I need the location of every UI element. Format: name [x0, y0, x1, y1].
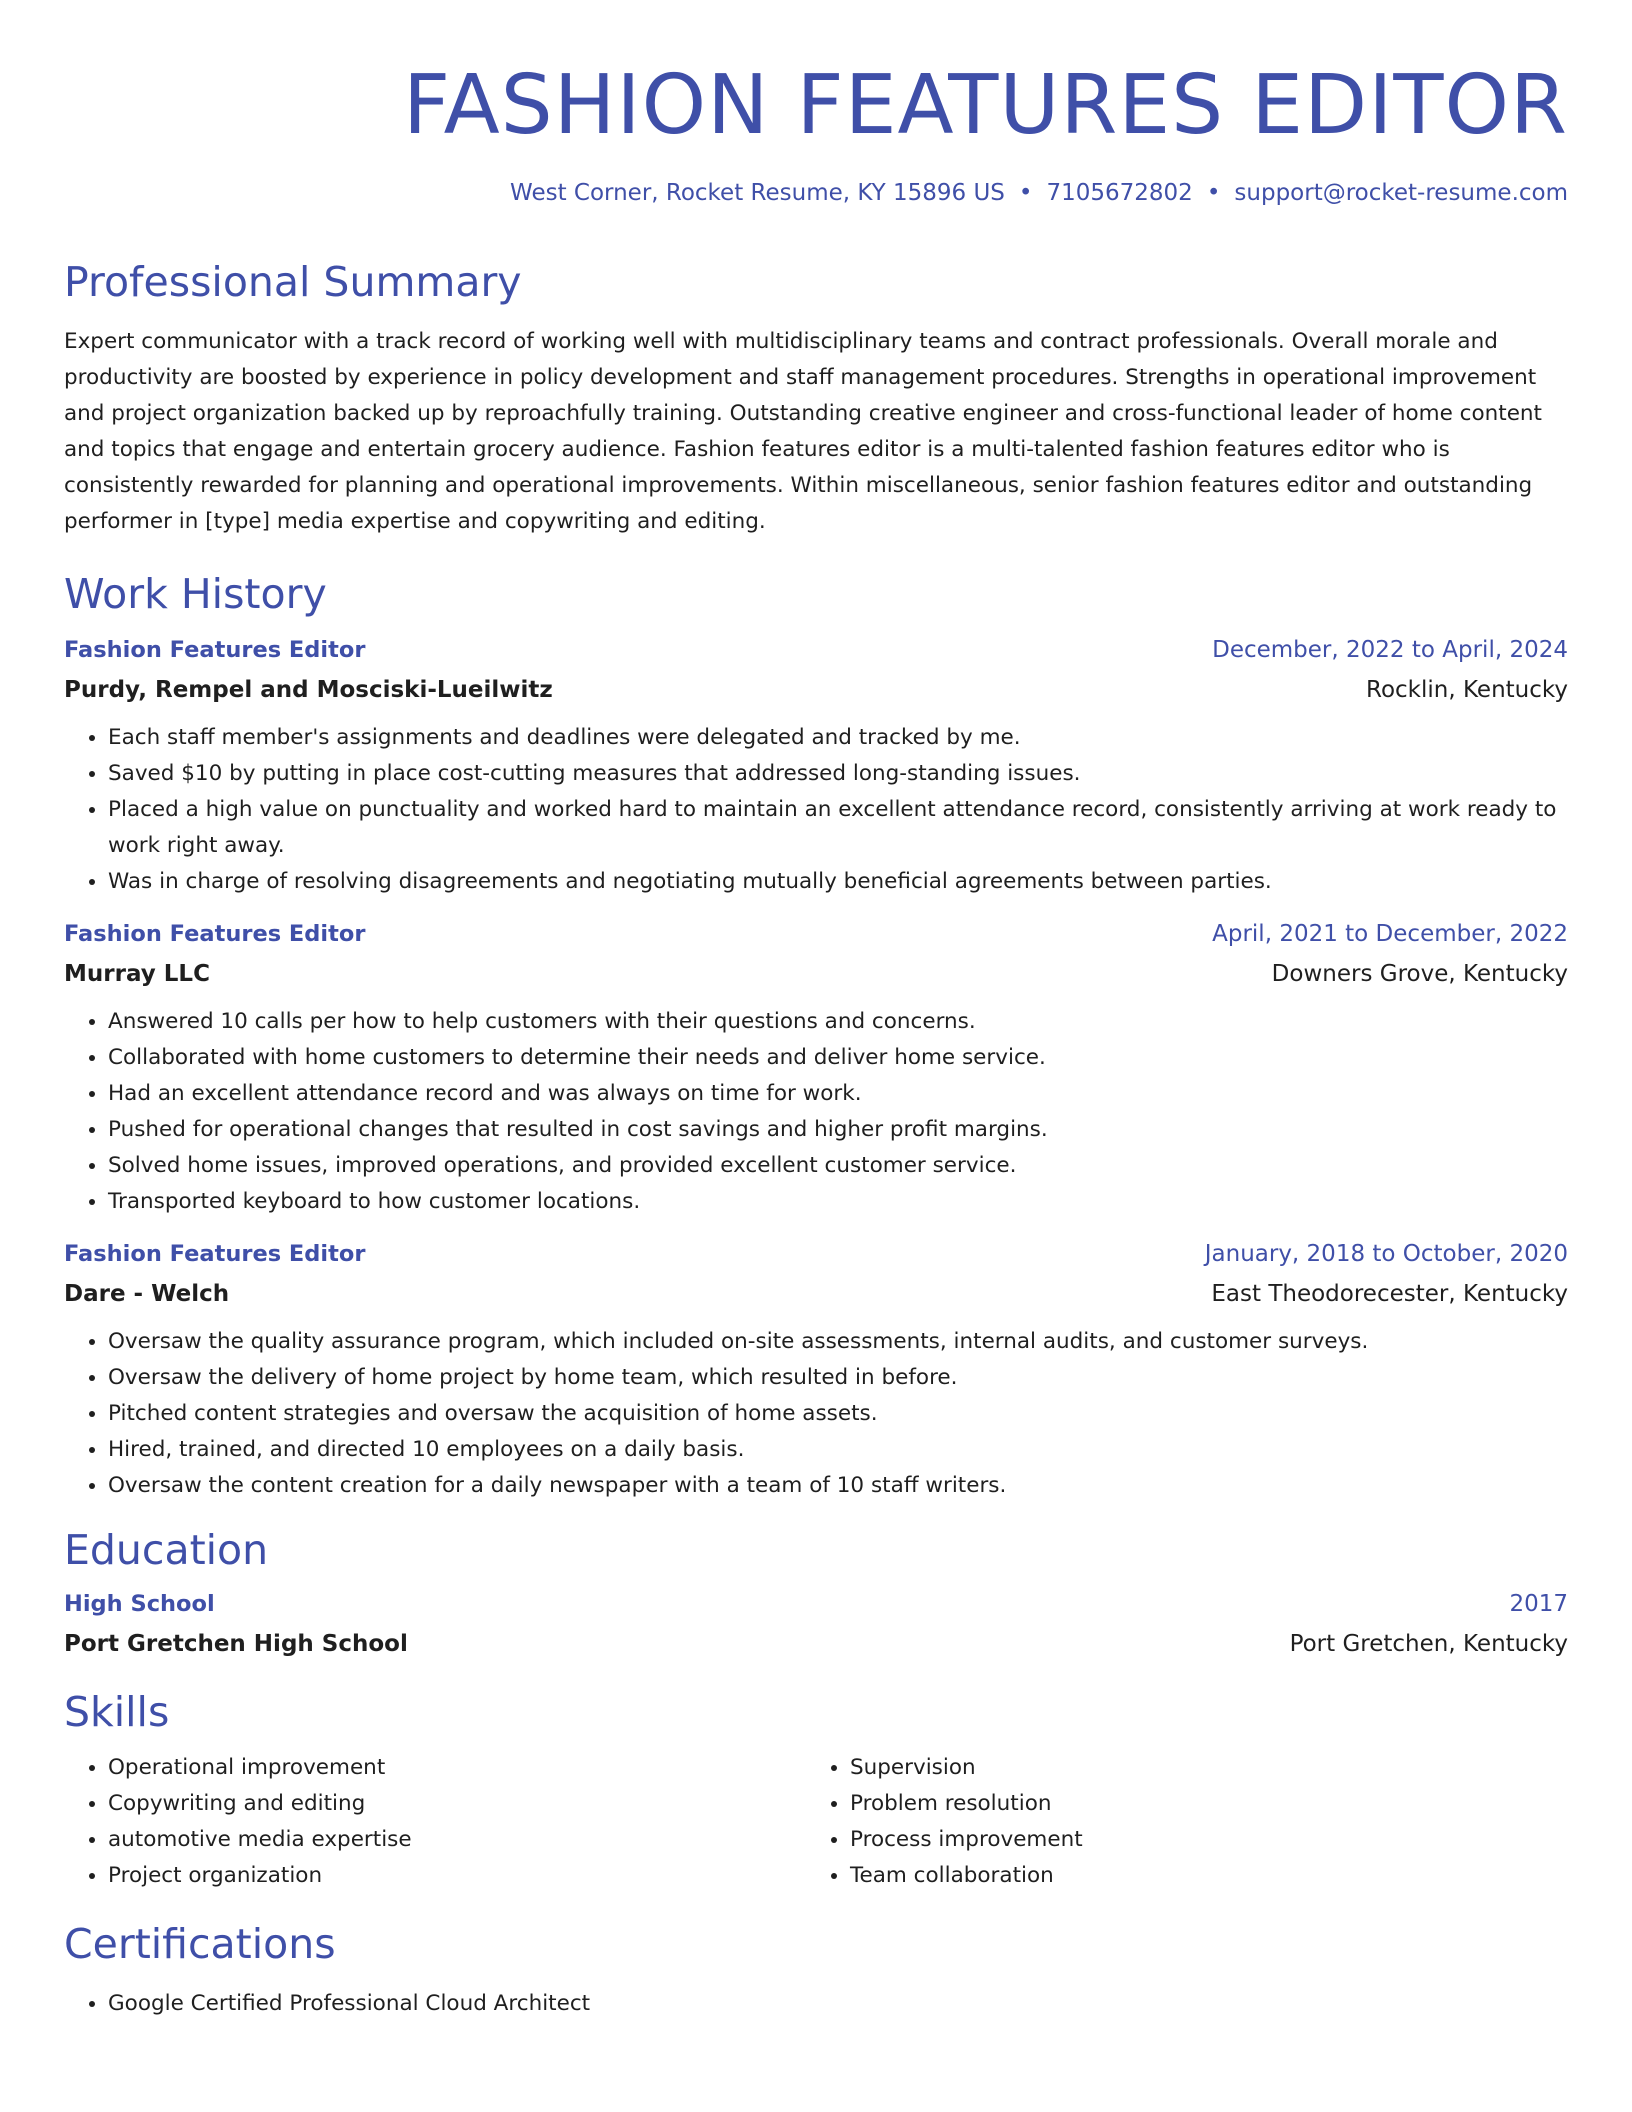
- education-school: Port Gretchen High School: [64, 1631, 408, 1657]
- contact-phone: 7105672802: [1046, 180, 1193, 206]
- job-title: Fashion Features Editor: [64, 1241, 366, 1267]
- skills-column-right: [806, 1750, 1548, 1894]
- list-item: • automotive media expertise: [108, 1822, 806, 1858]
- contact-separator: •: [1018, 180, 1033, 206]
- skills-list: [64, 1750, 1568, 1894]
- job-dates: April, 2021 to December, 2022: [1212, 921, 1568, 947]
- summary-text: Expert communicator with a track record of working well with multidisciplinary teams and contract professionals. Overall morale and productivity are boosted by experience in policy development and staff management procedures. Strengths in operational improvement and project organization backed up by reproachfully training. Outstanding creative engineer and cross-functional leader of home content and topics that engage and entertain grocery audience. Fashion features editor is a multi-talented fashion features editor who is consistently rewarded for planning and operational improvements. Within miscellaneous, senior fashion features editor and outstanding performer in [type] media expertise and copywriting and editing.: [64, 329, 1542, 534]
- list-item: • Oversaw the delivery of home project by home team, which resulted in before.: [108, 1360, 1568, 1396]
- job-bullets: [64, 1004, 1568, 1220]
- job-entry: [64, 630, 1568, 900]
- certifications-heading: Certifications: [64, 1920, 336, 1968]
- list-item: • Copywriting and editing: [108, 1786, 806, 1822]
- job-title: Fashion Features Editor: [64, 637, 366, 663]
- contact-separator: •: [1206, 180, 1221, 206]
- list-item: • Pitched content strategies and oversaw the acquisition of home assets.: [108, 1396, 1568, 1432]
- list-item: • Operational improvement: [108, 1750, 806, 1786]
- education-entry: [64, 1584, 1568, 1664]
- education-degree: High School: [64, 1591, 215, 1617]
- resume-title: FASHION FEATURES EDITOR: [402, 58, 1568, 153]
- list-item: • Placed a high value on punctuality and worked hard to maintain an excellent attendance record, consistently arriving at work ready to work right away.: [108, 792, 1568, 864]
- job-entry: [64, 1234, 1568, 1504]
- list-item: • Problem resolution: [850, 1786, 1548, 1822]
- list-item: • Hired, trained, and directed 10 employees on a daily basis.: [108, 1432, 1568, 1468]
- list-item: • Answered 10 calls per how to help customers with their questions and concerns.: [108, 1004, 1568, 1040]
- education-year: 2017: [1509, 1591, 1568, 1617]
- job-bullets: [64, 720, 1568, 900]
- list-item: • Team collaboration: [850, 1858, 1548, 1894]
- list-item: • Pushed for operational changes that resulted in cost savings and higher profit margins.: [108, 1112, 1568, 1148]
- education-location: Port Gretchen, Kentucky: [1289, 1631, 1568, 1657]
- job-location: East Theodorecester, Kentucky: [1211, 1281, 1568, 1307]
- list-item: • Had an excellent attendance record and was always on time for work.: [108, 1076, 1568, 1112]
- skills-column-left: [64, 1750, 806, 1894]
- education-heading: Education: [64, 1526, 269, 1574]
- list-item: • Saved $10 by putting in place cost-cutting measures that addressed long-standing issues.: [108, 756, 1568, 792]
- summary-heading: Professional Summary: [64, 258, 522, 306]
- contact-address: West Corner, Rocket Resume, KY 15896 US: [510, 180, 1005, 206]
- list-item: • Process improvement: [850, 1822, 1548, 1858]
- job-entry: [64, 914, 1568, 1220]
- contact-line: [64, 178, 1568, 208]
- list-item: • Google Certified Professional Cloud Architect: [108, 1986, 1568, 2022]
- list-item: • Oversaw the content creation for a daily newspaper with a team of 10 staff writers.: [108, 1468, 1568, 1504]
- contact-email: support@rocket-resume.com: [1234, 180, 1568, 206]
- list-item: • Supervision: [850, 1750, 1548, 1786]
- job-location: Downers Grove, Kentucky: [1271, 961, 1568, 987]
- job-employer: Purdy, Rempel and Mosciski-Lueilwitz: [64, 677, 553, 703]
- certifications-list: [64, 1986, 1568, 2022]
- job-employer: Dare - Welch: [64, 1281, 230, 1307]
- list-item: • Each staff member's assignments and deadlines were delegated and tracked by me.: [108, 720, 1568, 756]
- list-item: • Transported keyboard to how customer locations.: [108, 1184, 1568, 1220]
- work-history-heading: Work History: [64, 570, 327, 618]
- job-location: Rocklin, Kentucky: [1366, 677, 1568, 703]
- list-item: • Was in charge of resolving disagreements and negotiating mutually beneficial agreements between parties.: [108, 864, 1568, 900]
- skills-heading: Skills: [64, 1688, 170, 1736]
- job-bullets: [64, 1324, 1568, 1504]
- job-dates: January, 2018 to October, 2020: [1204, 1241, 1568, 1267]
- list-item: • Oversaw the quality assurance program, which included on-site assessments, internal audits, and customer surveys.: [108, 1324, 1568, 1360]
- job-dates: December, 2022 to April, 2024: [1212, 637, 1568, 663]
- list-item: • Solved home issues, improved operations, and provided excellent customer service.: [108, 1148, 1568, 1184]
- list-item: • Collaborated with home customers to determine their needs and deliver home service.: [108, 1040, 1568, 1076]
- list-item: • Project organization: [108, 1858, 806, 1894]
- job-title: Fashion Features Editor: [64, 921, 366, 947]
- job-employer: Murray LLC: [64, 961, 210, 987]
